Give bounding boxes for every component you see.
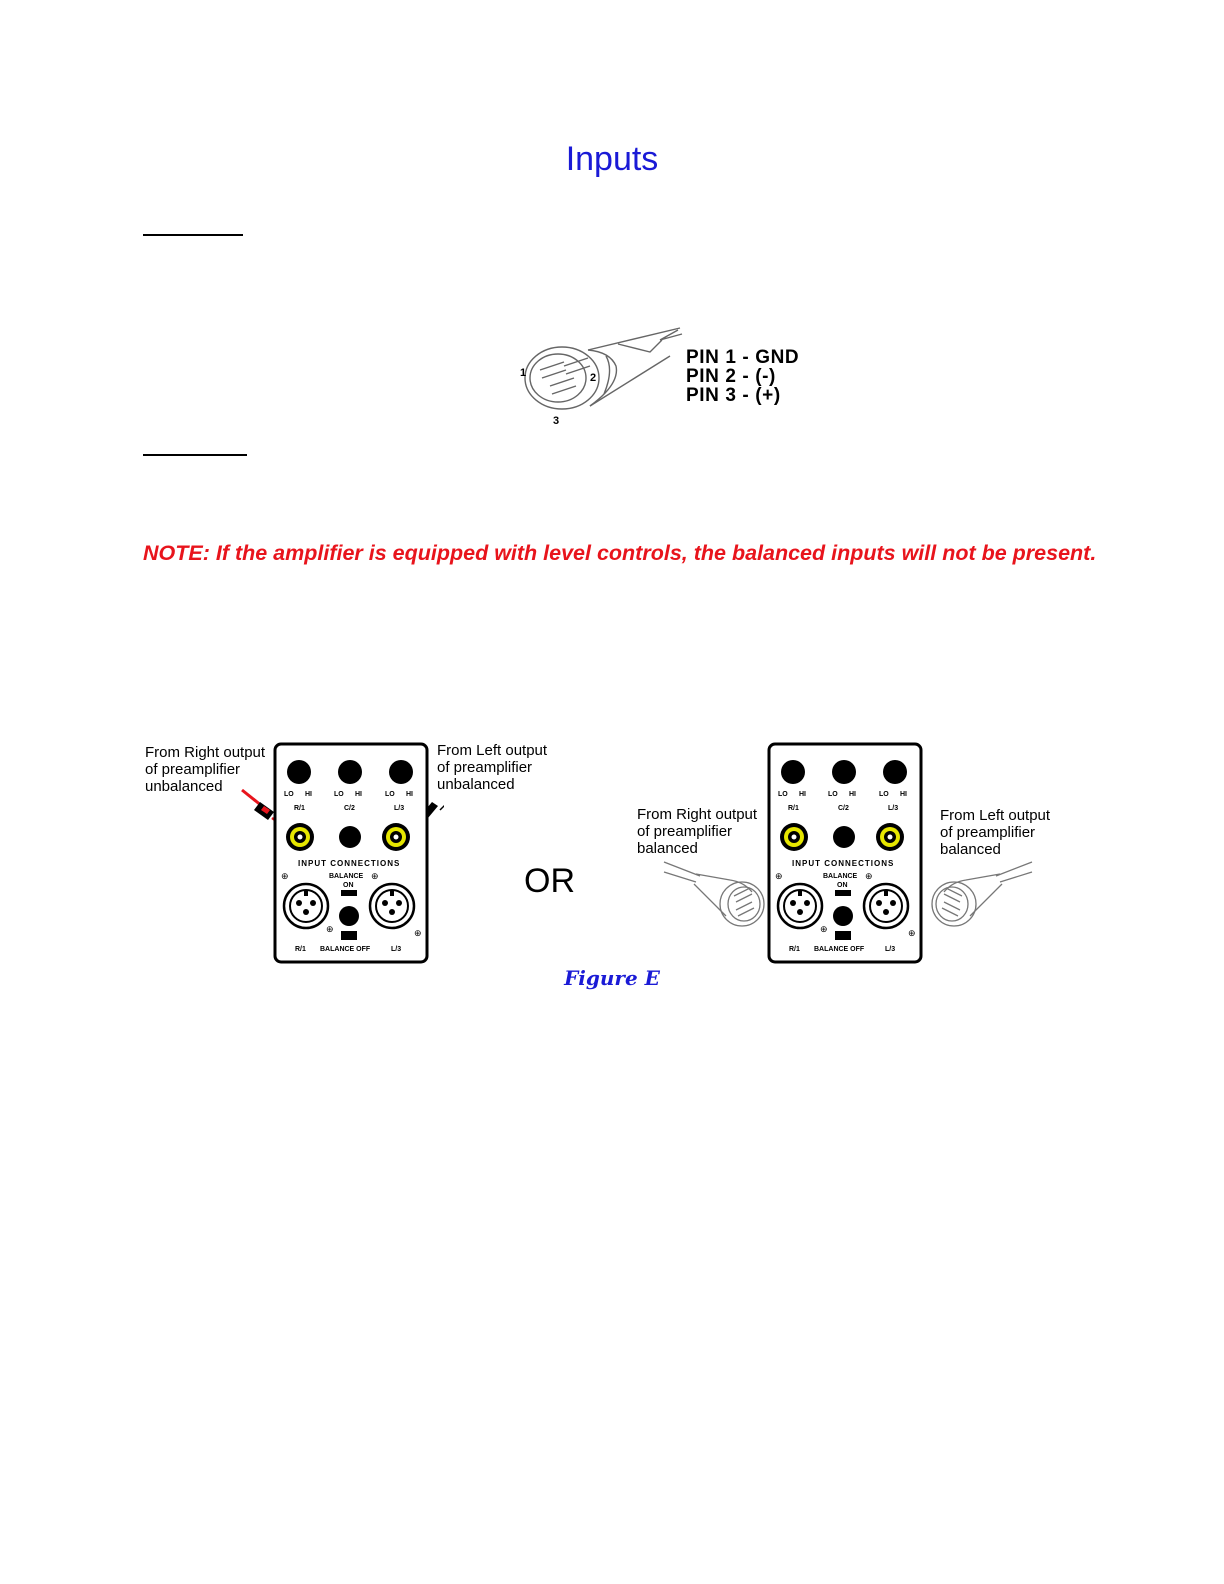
channel-label-l3: L/3 (888, 805, 899, 812)
balance-off-label: BALANCE OFF (814, 946, 865, 953)
pin-number-2: 2 (590, 372, 597, 384)
balance-off-label: BALANCE OFF (320, 946, 371, 953)
channel-label-c2: C/2 (838, 805, 849, 812)
rca-jack-left-icon (382, 823, 410, 851)
svg-text:⊕: ⊕ (281, 871, 289, 881)
lo-label: LO (828, 791, 838, 798)
channel-label-c2: C/2 (344, 805, 355, 812)
svg-text:⊕: ⊕ (908, 928, 916, 938)
warning-note: NOTE: If the amplifier is equipped with level controls, the balanced inputs will not be present. (143, 541, 1097, 565)
svg-text:⊕: ⊕ (820, 924, 828, 934)
hi-label: HI (849, 791, 856, 798)
channel-label-l3: L/3 (394, 805, 405, 812)
on-label: ON (837, 882, 848, 889)
pin-number-1: 1 (520, 367, 527, 379)
xlr-jack-right-icon (284, 884, 328, 928)
caption-line: From Left output (437, 742, 548, 759)
svg-text:⊕: ⊕ (865, 871, 873, 881)
pin-3-label: PIN 3 - (+) (686, 385, 781, 406)
section-rule-bottom (143, 454, 247, 456)
svg-text:⊕: ⊕ (775, 871, 783, 881)
channel-label-l3: L/3 (391, 946, 402, 953)
rca-jack-left-icon (876, 823, 904, 851)
channel-label-r1: R/1 (295, 946, 306, 953)
left-diagram-left-output-caption (437, 742, 547, 793)
lo-label: LO (778, 791, 788, 798)
balance-label: BALANCE (823, 873, 858, 880)
caption-line: of preamplifier (637, 823, 733, 840)
lo-label: LO (334, 791, 344, 798)
pin-number-3: 3 (553, 415, 560, 427)
input-panel-unbalanced (234, 740, 444, 966)
pin-1-label: PIN 1 - GND (686, 347, 800, 368)
caption-line: unbalanced (145, 778, 223, 795)
hi-label: HI (799, 791, 806, 798)
right-diagram-left-output-caption (940, 807, 1050, 858)
channel-label-l3: L/3 (885, 946, 896, 953)
xlr-jack-left-icon (864, 884, 908, 928)
hi-label: HI (900, 791, 907, 798)
channel-label-r1: R/1 (789, 946, 800, 953)
caption-line: From Right output (637, 806, 758, 823)
caption-line: From Right output (145, 744, 266, 761)
lo-label: LO (284, 791, 294, 798)
input-connections-label: INPUT CONNECTIONS (792, 859, 895, 868)
xlr-connector-diagram (510, 322, 700, 432)
lo-label: LO (385, 791, 395, 798)
svg-text:⊕: ⊕ (371, 871, 379, 881)
caption-line: balanced (637, 840, 698, 857)
caption-line: balanced (940, 841, 1001, 858)
balance-label: BALANCE (329, 873, 364, 880)
caption-line: From Left output (940, 807, 1051, 824)
caption-line: unbalanced (437, 776, 515, 793)
xlr-jack-right-icon (778, 884, 822, 928)
section-rule-top (143, 234, 243, 236)
hi-label: HI (305, 791, 312, 798)
channel-label-r1: R/1 (788, 805, 799, 812)
svg-text:⊕: ⊕ (326, 924, 334, 934)
page-title: Inputs (565, 140, 659, 178)
input-connections-label: INPUT CONNECTIONS (298, 859, 401, 868)
caption-line: of preamplifier (940, 824, 1036, 841)
rca-jack-right-icon (286, 823, 314, 851)
xlr-plug-left-channel-icon (924, 858, 1036, 930)
input-panel-balanced (728, 740, 928, 966)
caption-line: of preamplifier (437, 759, 533, 776)
caption-line: of preamplifier (145, 761, 241, 778)
figure-caption: Figure E (564, 966, 660, 990)
lo-label: LO (879, 791, 889, 798)
on-label: ON (343, 882, 354, 889)
xlr-jack-left-icon (370, 884, 414, 928)
or-label: OR (524, 862, 575, 900)
pin-2-label: PIN 2 - (-) (686, 366, 776, 387)
rca-jack-right-icon (780, 823, 808, 851)
hi-label: HI (355, 791, 362, 798)
svg-text:⊕: ⊕ (414, 928, 422, 938)
channel-label-r1: R/1 (294, 805, 305, 812)
hi-label: HI (406, 791, 413, 798)
